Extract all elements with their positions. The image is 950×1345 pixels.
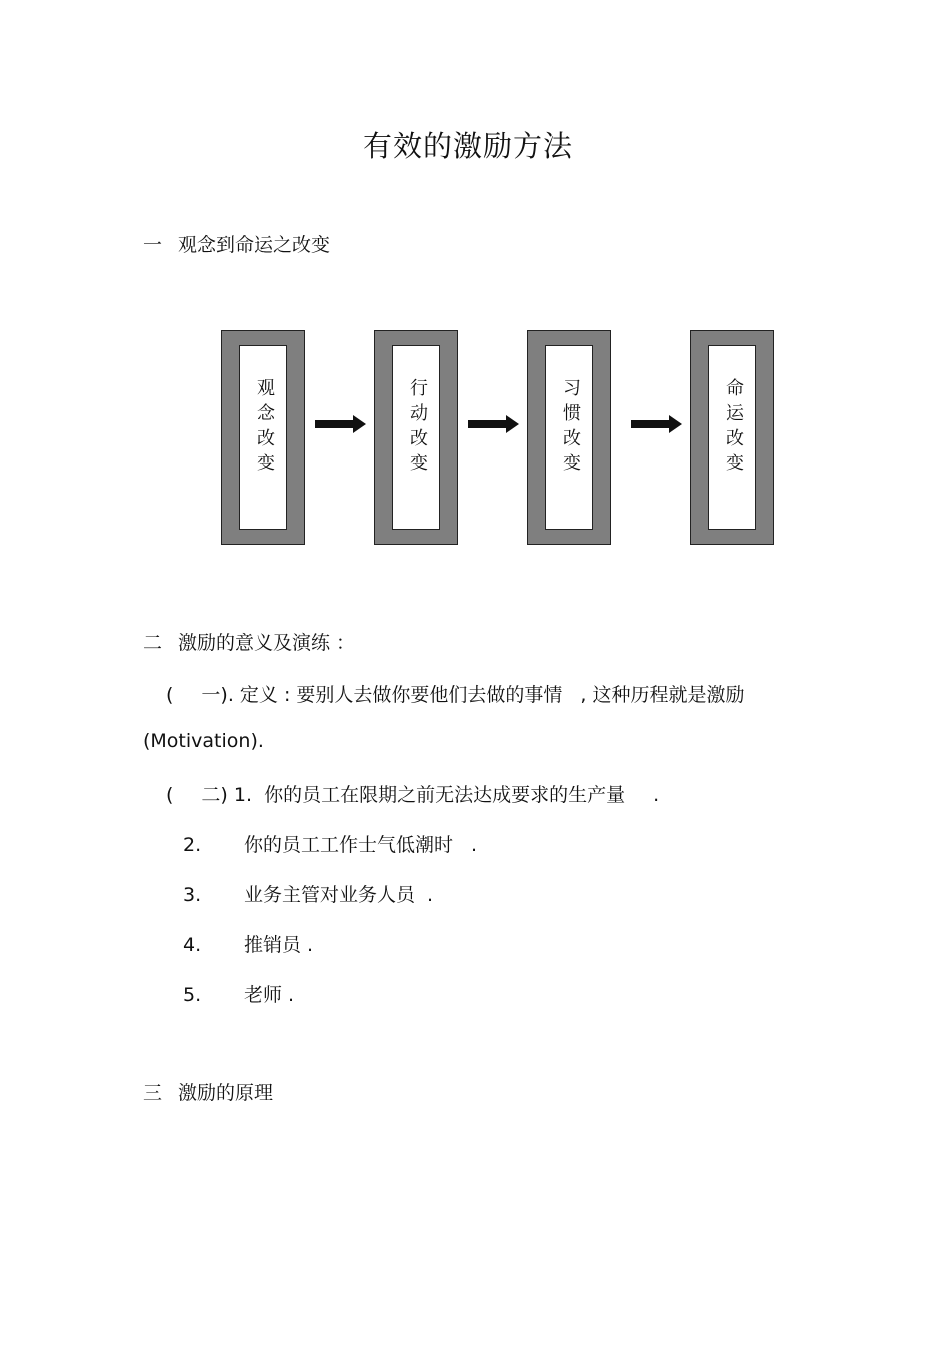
flow-box-2: [374, 330, 458, 545]
section-1-heading: [143, 230, 330, 257]
right-arrow-icon: [315, 414, 367, 434]
definition-continuation: (Motivation).: [143, 730, 264, 752]
list-item-text: 你的员工在限期之前无法达成要求的生产量: [264, 784, 626, 806]
list-item-text: 老师 .: [244, 984, 295, 1006]
list-item-end: .: [653, 784, 660, 806]
list-item-end: .: [427, 884, 434, 906]
definition-text-2: , 这种历程就是激励: [580, 684, 745, 706]
right-arrow-icon: [631, 414, 683, 434]
definition-paren: (: [166, 684, 174, 706]
list-item-4: [183, 930, 313, 957]
section-2-title: 激励的意义及演练 ：: [178, 632, 356, 654]
flow-box-label: 命运改变: [723, 378, 744, 478]
list-item-number: 4.: [183, 934, 202, 956]
section-2-number: 二: [143, 632, 163, 654]
list-item-5: [183, 980, 294, 1007]
list-item-number: 2.: [183, 834, 202, 856]
flow-box-label: 习惯改变: [560, 378, 581, 478]
flow-box-1: [221, 330, 305, 545]
list-item-1: [166, 780, 659, 807]
flow-box-label: 观念改变: [254, 378, 275, 478]
list-item-text: 你的员工工作士气低潮时: [244, 834, 454, 856]
list-item-number: 5.: [183, 984, 202, 1006]
section-1-number: 一: [143, 234, 163, 256]
sublist-paren: (: [166, 784, 174, 806]
list-item-3: [183, 880, 433, 907]
flow-box-label: 行动改变: [407, 378, 428, 478]
list-item-number: 3.: [183, 884, 202, 906]
list-item-2: [183, 830, 477, 857]
right-arrow-icon: [468, 414, 520, 434]
flow-box-3: [527, 330, 611, 545]
section-2-heading: [143, 628, 355, 655]
section-3-title: 激励的原理: [178, 1082, 274, 1104]
flow-box-4: [690, 330, 774, 545]
sublist-label: 二) 1.: [201, 784, 253, 806]
section-1-title: 观念到命运之改变: [178, 234, 331, 256]
list-item-text: 推销员 .: [244, 934, 314, 956]
definition-text: 要别人去做你要他们去做的事情: [296, 684, 563, 706]
section-3-heading: [143, 1078, 273, 1105]
definition-label: 一). 定义 :: [201, 684, 291, 706]
section-3-number: 三: [143, 1082, 163, 1104]
list-item-end: .: [471, 834, 478, 856]
list-item-text: 业务主管对业务人员: [244, 884, 416, 906]
definition-line: [166, 680, 745, 707]
page-title: 有效的激励方法: [362, 129, 573, 163]
